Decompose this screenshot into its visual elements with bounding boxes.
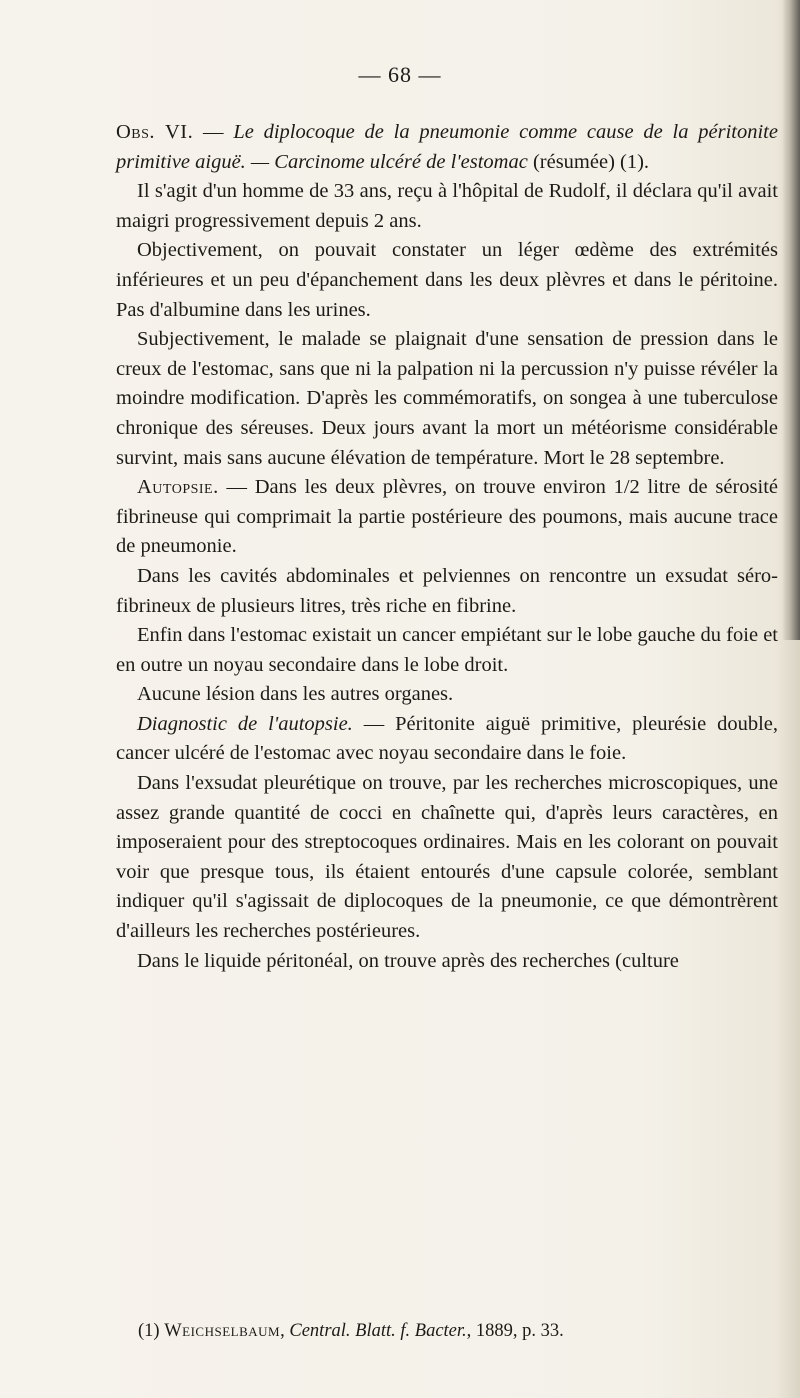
paragraph-7: Dans l'exsudat pleurétique on trouve, par les recherches microscopiques, une assez grande quantité de cocci en chaînette qui, d'après leurs caractères, en imposeraient pour des streptocoques ordinaires. Mais en les colorant on pouvait voir que presque tous, ils étaient entourés d'une capsule colorée, semblant indiquer qu'il s'agissait de diplocoques de la pneumonie, ce que démontrèrent d'ailleurs les recherches postérieures. — [116, 772, 778, 943]
diagnosis-label: Diagnostic de l'autopsie. — [137, 712, 353, 735]
paragraph-5: Enfin dans l'estomac existait un cancer empiétant sur le lobe gauche du foie et en outre un noyau secondaire dans le lobe droit. — [116, 624, 778, 676]
footnote-journal: Central. Blatt. f. Bacter. — [289, 1321, 467, 1341]
diagnosis-paragraph — [116, 710, 778, 769]
autopsy-paragraph — [116, 473, 778, 562]
page-number: — 68 — — [358, 62, 442, 87]
autopsy-label: Autopsie. — [137, 476, 219, 499]
observation-title-line1: Le diplocoque de la pneumonie comme cause de la péritonite — [233, 121, 778, 143]
paragraph-3: Subjectivement, le malade se plaignait d'une sensation de pression dans le creux de l'estomac, sans que ni la palpation ni la percussion n'y puisse révéler la moindre modification. D'après les commémoratifs, on songea à une tuberculose chronique des séreuses. Deux jours avant la mort un météorisme considérable survint, mais sans aucune élévation de température. Mort le 28 septembre. — [116, 328, 778, 469]
paragraph-6: Aucune lésion dans les autres organes. — [137, 683, 454, 706]
paragraph-4: Dans les cavités abdominales et pelviennes on rencontre un exsudat séro-fibrineux de plusieurs litres, très riche en fibrine. — [116, 564, 778, 617]
body-text — [116, 118, 778, 976]
observation-heading — [116, 118, 778, 177]
footnote-marker: (1) — [138, 1321, 165, 1341]
page-edge-shadow — [782, 0, 800, 640]
observation-title-line2: primitive aiguë. — Carcinome ulcéré de l'estomac — [116, 150, 528, 173]
footnote-sep: , — [280, 1321, 290, 1341]
observation-note: (résumée) (1). — [527, 150, 650, 173]
footnote — [138, 1318, 778, 1344]
diagnosis-text: — Péritonite aiguë primitive, pleurésie double, cancer ulcéré de l'estomac avec noyau secondaire dans le foie. — [116, 712, 778, 765]
footnote-rest: , 1889, p. 33. — [466, 1321, 564, 1341]
paragraph-8: Dans le liquide péritonéal, on trouve après des recherches (culture — [137, 949, 679, 972]
footnote-author: Weichselbaum — [164, 1321, 281, 1341]
paragraph-1: Il s'agit d'un homme de 33 ans, reçu à l'hôpital de Rudolf, il déclara qu'il avait maigri progressivement depuis 2 ans. — [116, 180, 778, 232]
observation-label: Obs. VI. — [116, 121, 194, 143]
autopsy-text: — Dans les deux plèvres, on trouve environ 1/2 litre de sérosité fibrineuse qui comprimait la partie postérieure des poumons, mais aucune trace de pneumonie. — [116, 476, 778, 558]
paragraph-2: Objectivement, on pouvait constater un léger œdème des extrémités inférieures et un peu d'épanchement dans les deux plèvres et dans le péritoine. Pas d'albumine dans les urines. — [116, 239, 778, 321]
heading-dash: — — [193, 121, 234, 143]
